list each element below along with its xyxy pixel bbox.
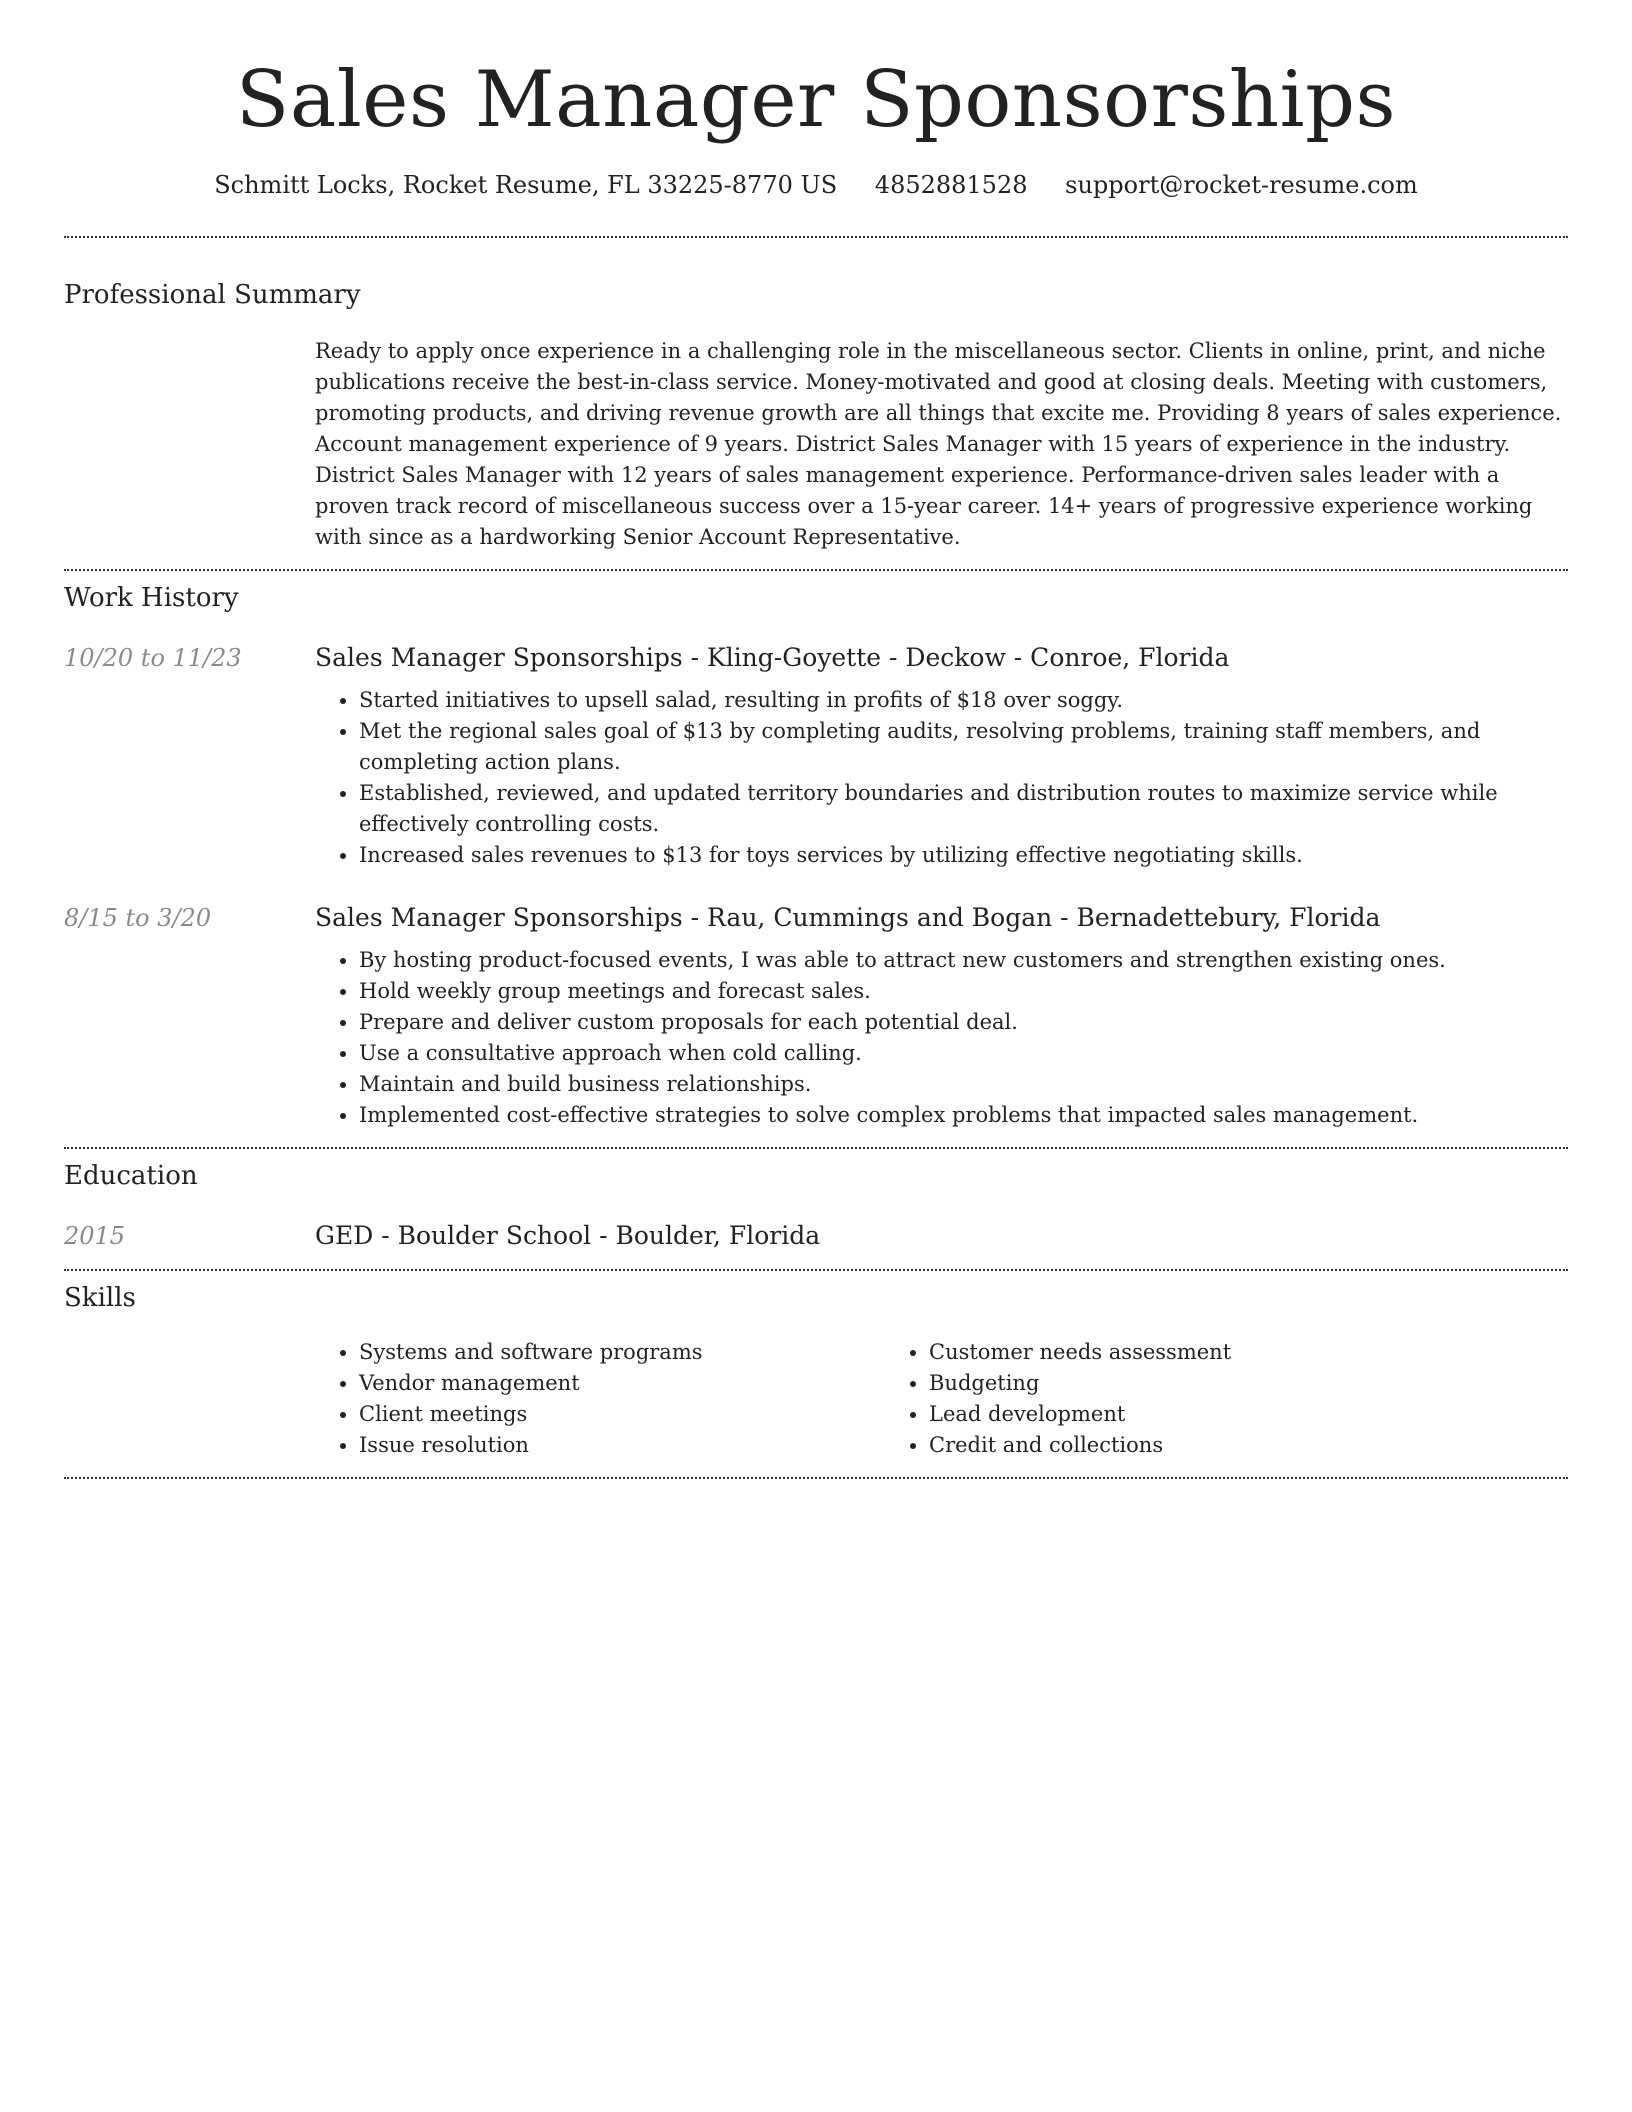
contact-phone: 4852881528 [874,171,1028,199]
education-body [315,1219,1568,1253]
skills-section-title: Skills [64,1283,136,1313]
contact-address: Schmitt Locks, Rocket Resume, FL 33225-8770 US [214,171,838,199]
job-dates: 10/20 to 11/23 [64,644,242,672]
job-body [315,901,1568,1131]
summary-section-title: Professional Summary [64,280,361,310]
skills-column-1 [315,1337,885,1461]
work-history-section-title: Work History [64,583,239,613]
education-dates: 2015 [64,1222,126,1250]
job-heading: Sales Manager Sponsorships - Kling-Goyette - Deckow - Conroe, Florida [315,643,1230,672]
skill-item: • Vendor management [359,1368,885,1399]
job-bullet: • By hosting product-focused events, I was able to attract new customers and strengthen existing ones. [359,945,1568,976]
job-body [315,641,1568,871]
skills-column-2 [885,1337,1485,1461]
skill-item: • Budgeting [929,1368,1485,1399]
skill-item: • Customer needs assessment [929,1337,1485,1368]
skill-item: • Client meetings [359,1399,885,1430]
job-bullet: • Established, reviewed, and updated territory boundaries and distribution routes to maximize service while effectively controlling costs. [359,778,1568,840]
job-entry [64,641,1568,871]
job-entry [64,901,1568,1131]
job-bullet: • Hold weekly group meetings and forecast sales. [359,976,1568,1007]
skill-item: • Credit and collections [929,1430,1485,1461]
resume-name: Sales Manager Sponsorships [235,55,1397,145]
skills-columns [315,1337,1568,1461]
job-bullet-list [315,945,1568,1131]
job-bullet: • Started initiatives to upsell salad, resulting in profits of $18 over soggy. [359,685,1568,716]
section-divider [64,569,1568,571]
job-bullet: • Implemented cost-effective strategies to solve complex problems that impacted sales management. [359,1100,1568,1131]
job-dates: 8/15 to 3/20 [64,904,212,932]
skill-item: • Lead development [929,1399,1485,1430]
skill-item: • Systems and software programs [359,1337,885,1368]
summary-text: Ready to apply once experience in a challenging role in the miscellaneous sector. Clients in online, print, and niche publications receive the best-in-class service. Money-motivated and good at closing deals. Meeting with customers, promoting products, and driving revenue growth are all things that excite me. Providing 8 years of sales experience. Account management experience of 9 years. District Sales Manager with 15 years of experience in the industry. District Sales Manager with 12 years of sales management experience. Performance-driven sales leader with a proven track record of miscellaneous success over a 15-year career. 14+ years of progressive experience working with since as a hardworking Senior Account Representative. [315,339,1562,549]
skill-item: • Issue resolution [359,1430,885,1461]
job-bullet: • Prepare and deliver custom proposals for each potential deal. [359,1007,1568,1038]
education-section-title: Education [64,1161,198,1191]
section-divider [64,1477,1568,1479]
job-bullet: • Maintain and build business relationships. [359,1069,1568,1100]
education-entry [64,1219,1568,1253]
education-heading: GED - Boulder School - Boulder, Florida [315,1221,821,1250]
job-bullet: • Increased sales revenues to $13 for toys services by utilizing effective negotiating skills. [359,840,1568,871]
section-divider [64,1147,1568,1149]
job-heading: Sales Manager Sponsorships - Rau, Cummings and Bogan - Bernadettebury, Florida [315,903,1381,932]
job-bullet: • Use a consultative approach when cold calling. [359,1038,1568,1069]
section-divider [64,236,1568,238]
job-bullet-list [315,685,1568,871]
job-bullet: • Met the regional sales goal of $13 by completing audits, resolving problems, training staff members, and completing action plans. [359,716,1568,778]
contact-line [64,168,1568,202]
contact-email: support@rocket-resume.com [1065,171,1418,199]
section-divider [64,1269,1568,1271]
